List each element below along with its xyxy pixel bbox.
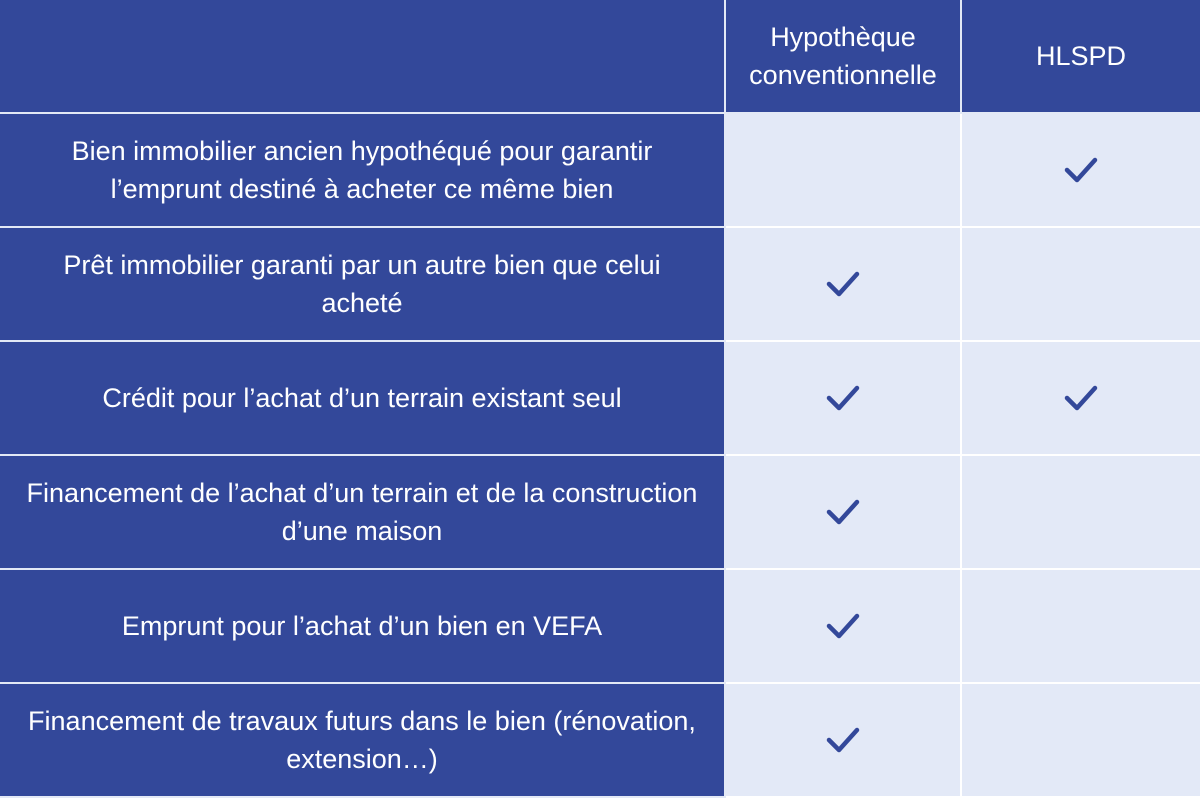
row-label: Financement de travaux futurs dans le bien (rénovation, extension…) bbox=[0, 684, 726, 798]
header-hypotheque-conventionnelle: Hypothèque conventionnelle bbox=[726, 0, 962, 114]
checkmark-icon bbox=[1063, 155, 1099, 185]
cell-hlspd bbox=[962, 342, 1200, 456]
checkmark-icon bbox=[825, 383, 861, 413]
header-empty bbox=[0, 0, 726, 114]
cell-hypotheque-conventionnelle bbox=[726, 228, 962, 342]
row-label: Prêt immobilier garanti par un autre bien que celui acheté bbox=[0, 228, 726, 342]
cell-hypotheque-conventionnelle bbox=[726, 456, 962, 570]
row-label: Crédit pour l’achat d’un terrain existant seul bbox=[0, 342, 726, 456]
row-label: Emprunt pour l’achat d’un bien en VEFA bbox=[0, 570, 726, 684]
checkmark-icon bbox=[825, 497, 861, 527]
header-hlspd: HLSPD bbox=[962, 0, 1200, 114]
cell-hlspd bbox=[962, 570, 1200, 684]
checkmark-icon bbox=[825, 725, 861, 755]
cell-hypotheque-conventionnelle bbox=[726, 342, 962, 456]
cell-hlspd bbox=[962, 114, 1200, 228]
checkmark-icon bbox=[1063, 383, 1099, 413]
cell-hlspd bbox=[962, 684, 1200, 798]
cell-hlspd bbox=[962, 228, 1200, 342]
row-label: Bien immobilier ancien hypothéqué pour garantir l’emprunt destiné à acheter ce même bien bbox=[0, 114, 726, 228]
checkmark-icon bbox=[825, 269, 861, 299]
cell-hypotheque-conventionnelle bbox=[726, 684, 962, 798]
cell-hlspd bbox=[962, 456, 1200, 570]
cell-hypotheque-conventionnelle bbox=[726, 114, 962, 228]
row-label: Financement de l’achat d’un terrain et de la construction d’une maison bbox=[0, 456, 726, 570]
checkmark-icon bbox=[825, 611, 861, 641]
cell-hypotheque-conventionnelle bbox=[726, 570, 962, 684]
